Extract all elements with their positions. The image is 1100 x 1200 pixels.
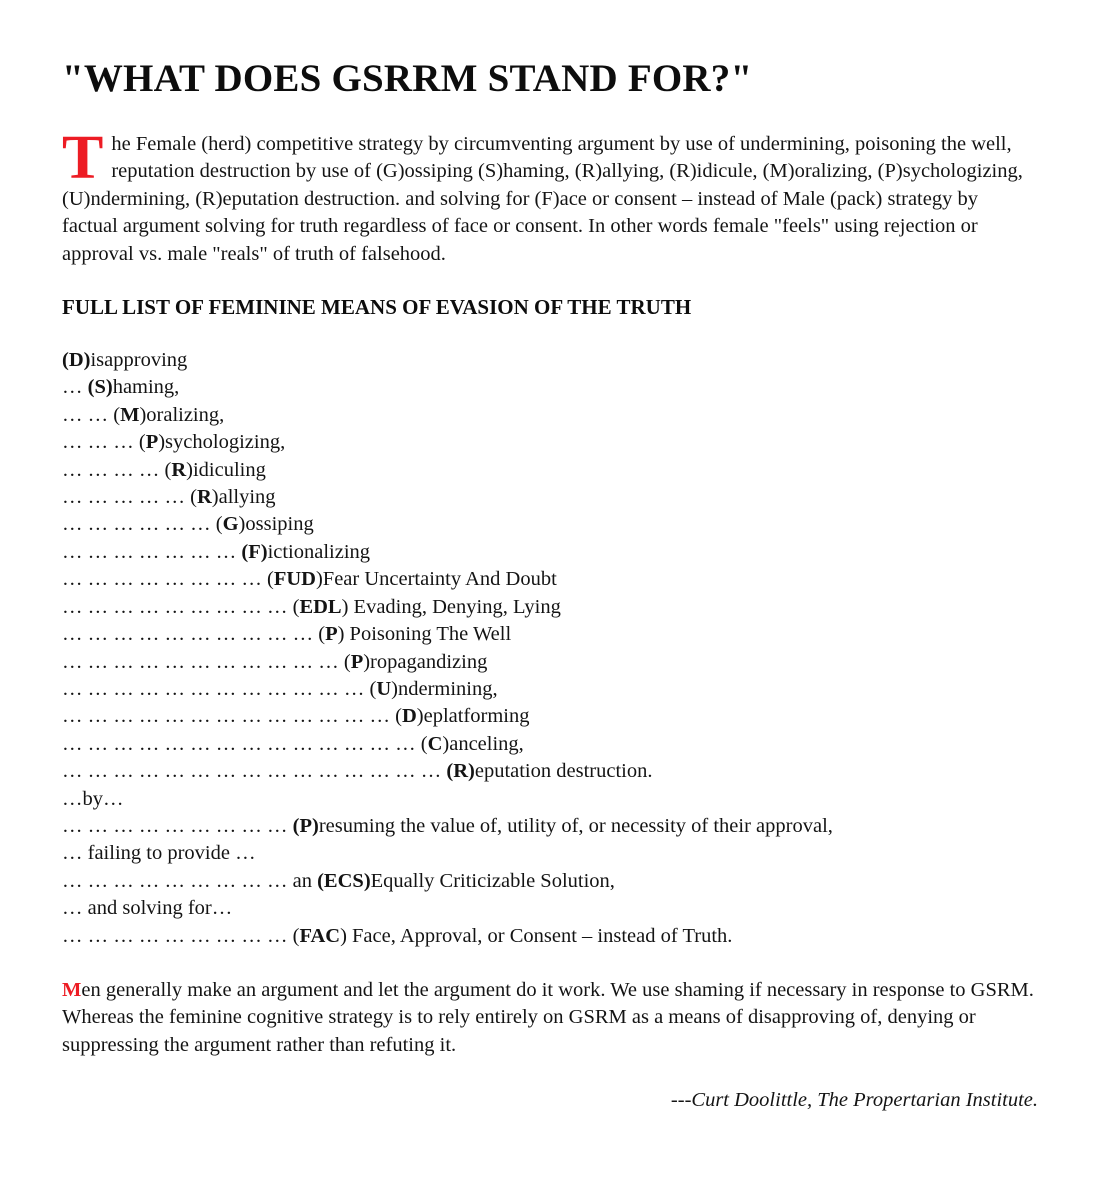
list-item: …by… — [62, 787, 124, 810]
list-heading: FULL LIST OF FEMININE MEANS OF EVASION OF THE TRUTH — [62, 295, 692, 320]
list-item: … … … … … … … … … an (ECS)Equally Criticizable Solution, — [62, 869, 615, 892]
list-item: … … … … … … … … … (EDL) Evading, Denying, Lying — [62, 595, 561, 618]
list-item: … … … … … … … … … … … (P)ropagandizing — [62, 650, 488, 673]
list-item: … … … … … … … … … … … … … … … (R)eputation destruction. — [62, 760, 653, 783]
list-item: … … … (P)sychologizing, — [62, 431, 286, 454]
dropcap-t: T — [62, 124, 104, 192]
list-item: … … … … … … … … … … … … (U)ndermining, — [62, 677, 498, 700]
list-item: … and solving for… — [62, 897, 233, 920]
intro-paragraph — [62, 124, 1038, 268]
list-item: … … … … … … … … … … … … … (D)eplatforming — [62, 705, 530, 728]
list-item: … … … … … … (G)ossiping — [62, 513, 314, 536]
list-item: … … … … … … … … (FUD)Fear Uncertainty And Doubt — [62, 568, 557, 591]
closing-text: en generally make an argument and let the argument do it work. We use shaming if necessary in response to GSRM. Whereas the feminine cognitive strategy is to rely entirely on GSRM as a means of disapproving of, denying or suppressing the argument rather than refuting it. — [62, 978, 1034, 1056]
list-item: … … … … … … … … … … … … … … (C)anceling, — [62, 732, 524, 755]
list-item: … … … … (R)idiculing — [62, 458, 266, 481]
closing-paragraph — [62, 977, 1038, 1059]
list-item: … … … … … (R)allying — [62, 486, 276, 509]
list-item: … (S)haming, — [62, 376, 180, 399]
list-item: … … … … … … … (F)ictionalizing — [62, 540, 371, 563]
page-title: "WHAT DOES GSRRM STAND FOR?" — [62, 57, 753, 100]
list-item: … failing to provide … — [62, 842, 256, 865]
intro-text: he Female (herd) competitive strategy by circumventing argument by use of undermining, poisoning the well, reputation destruction by use of (G)ossiping (S)haming, (R)allying, (R)idicule, (M)oralizing, (P)sychologizing, (U)ndermining, (R)eputation destruction. and solving for (F)ace or consent – instead of Male (pack) strategy by factual argument solving for truth regardless of face or consent. In other words female "feels" using rejection or approval vs. male "reals" of truth of falsehood. — [62, 133, 1023, 265]
list-item: … … … … … … … … … … (P) Poisoning The Well — [62, 623, 512, 646]
lead-m: M — [62, 978, 82, 1001]
list-item: (D)isapproving — [62, 349, 188, 372]
evasion-list — [62, 347, 1038, 950]
list-item: … … … … … … … … … (P)resuming the value of, utility of, or necessity of their approval, — [62, 814, 833, 837]
list-item: … … … … … … … … … (FAC) Face, Approval, or Consent – instead of Truth. — [62, 924, 733, 947]
attribution-line: ---Curt Doolittle, The Propertarian Institute. — [670, 1089, 1038, 1112]
list-item: … … (M)oralizing, — [62, 403, 225, 426]
